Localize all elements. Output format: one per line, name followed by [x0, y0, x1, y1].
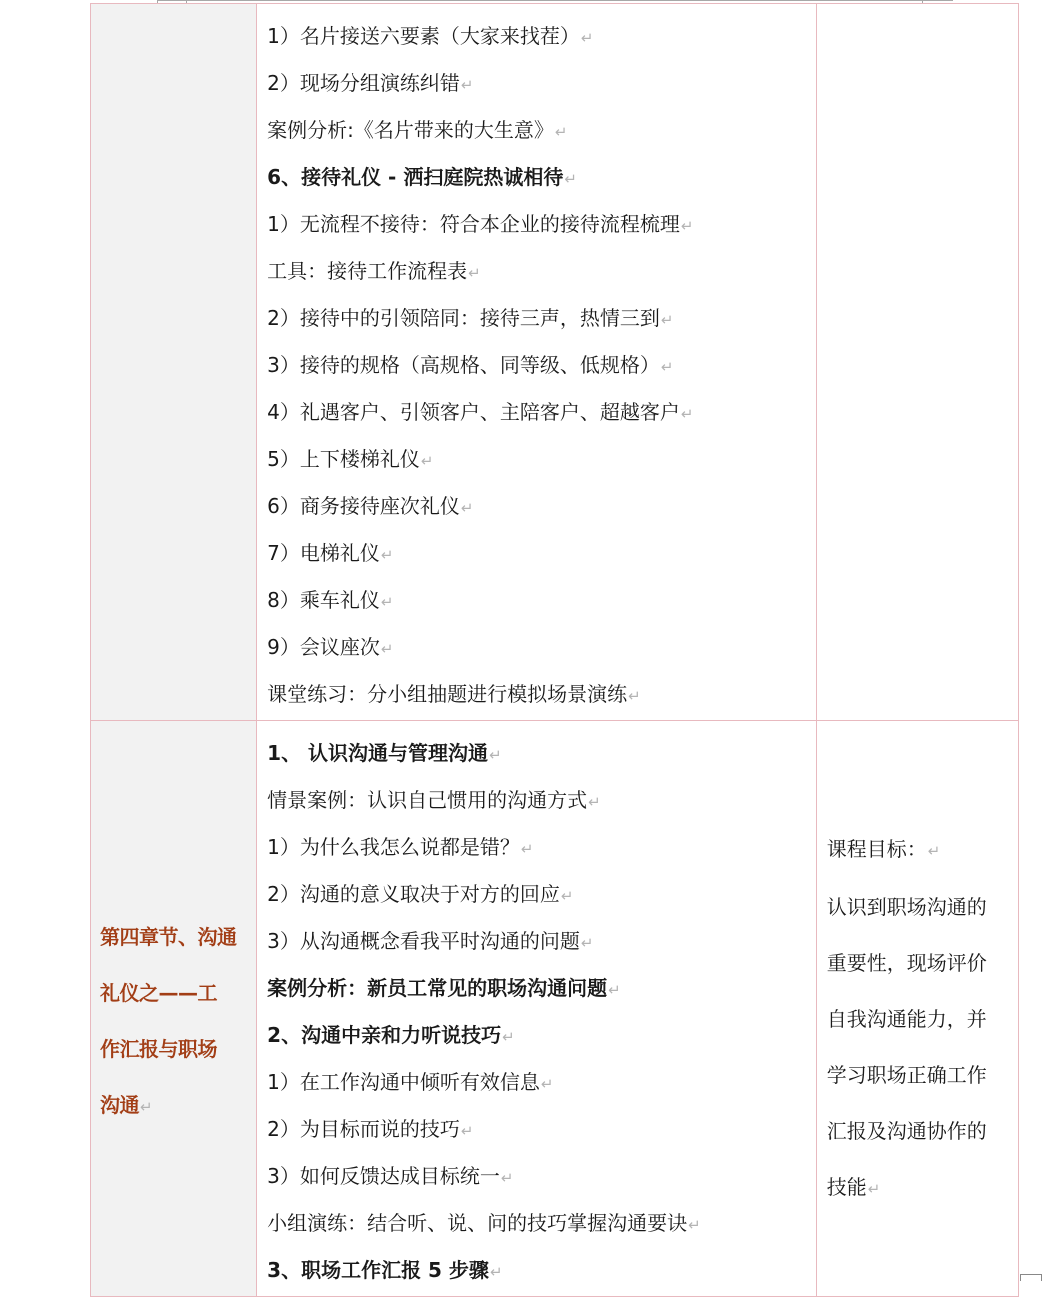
- outline-line-text: 2、沟通中亲和力听说技巧: [267, 1023, 502, 1047]
- outline-line: [267, 1249, 816, 1296]
- content-cell: [257, 4, 817, 721]
- outline-line-text: 3）从沟通概念看我平时沟通的问题: [267, 929, 580, 953]
- goal-line: 自我沟通能力，并: [826, 1007, 987, 1031]
- paragraph-mark-icon: ↵: [680, 405, 694, 423]
- paragraph-mark-icon: ↵: [380, 640, 394, 658]
- paragraph-mark-icon: ↵: [468, 264, 481, 282]
- goal-line: 重要性，现场评价: [826, 951, 987, 975]
- outline-line: [267, 967, 816, 1014]
- outline-line-text: 课堂练习：分小组抽题进行模拟场景演练: [267, 682, 628, 706]
- goal-line: 学习职场正确工作: [826, 1063, 987, 1087]
- outline-line-text: 小组演练：结合听、说、问的技巧掌握沟通要诀: [267, 1211, 688, 1235]
- goal-line: 技能↵: [826, 1175, 881, 1199]
- outline-line-text: 3）如何反馈达成目标统一: [267, 1164, 500, 1188]
- outline-line: [267, 344, 816, 391]
- outline-line-text: 2）为目标而说的技巧: [267, 1117, 460, 1141]
- section-title: [91, 721, 256, 1135]
- page-corner-mark: [1020, 1274, 1042, 1281]
- outline-line: [267, 156, 816, 203]
- outline-line-text: 6）商务接待座次礼仪: [267, 494, 460, 518]
- paragraph-mark-icon: ↵: [688, 1216, 701, 1234]
- section-cell: [91, 4, 257, 721]
- outline-line-text: 1）名片接送六要素（大家来找茬）: [267, 24, 580, 48]
- outline-line: [267, 297, 816, 344]
- paragraph-mark-icon: ↵: [927, 842, 941, 860]
- outline-line: [267, 626, 816, 673]
- paragraph-mark-icon: ↵: [608, 981, 621, 999]
- outline-line-text: 案例分析:《名片带来的大生意》: [267, 118, 554, 142]
- outline-line-text: 2）接待中的引领陪同：接待三声，热情三到: [267, 306, 660, 330]
- paragraph-mark-icon: ↵: [580, 29, 594, 47]
- outline-line: [267, 579, 816, 626]
- paragraph-mark-icon: ↵: [660, 311, 674, 329]
- paragraph-mark-icon: ↵: [460, 1122, 474, 1140]
- paragraph-mark-icon: ↵: [540, 1075, 554, 1093]
- outline-line-text: 4）礼遇客户、引领客户、主陪客户、超越客户: [267, 400, 680, 424]
- outline-line: [267, 250, 816, 297]
- outline-line: [267, 15, 816, 62]
- paragraph-mark-icon: ↵: [680, 217, 694, 235]
- outline-line: [267, 873, 816, 920]
- outline-line-text: 9）会议座次: [267, 635, 380, 659]
- goal-text: [827, 879, 1018, 1217]
- outline-line: [267, 391, 816, 438]
- outline-line-text: 5）上下楼梯礼仪: [267, 447, 420, 471]
- paragraph-mark-icon: ↵: [502, 1028, 515, 1046]
- paragraph-mark-icon: ↵: [588, 793, 601, 811]
- paragraph-mark-icon: ↵: [560, 887, 574, 905]
- outline-line: [267, 826, 816, 873]
- outline-line: [267, 920, 816, 967]
- paragraph-mark-icon: ↵: [628, 687, 641, 705]
- goal-line: 认识到职场沟通的: [826, 895, 987, 919]
- paragraph-mark-icon: ↵: [660, 358, 674, 376]
- outline-line: [267, 1202, 816, 1249]
- table-row: [91, 4, 1019, 721]
- outline-line-text: 2）沟通的意义取决于对方的回应: [267, 882, 560, 906]
- outline-line-text: 8）乘车礼仪: [267, 588, 380, 612]
- outline-line-text: 情景案例：认识自己惯用的沟通方式: [267, 788, 588, 812]
- goal-line: 汇报及沟通协作的: [826, 1119, 987, 1143]
- course-outline-table: [90, 3, 1019, 1297]
- outline-line: [267, 438, 816, 485]
- section-title-line: 作汇报与职场: [100, 1037, 217, 1061]
- paragraph-mark-icon: ↵: [380, 546, 394, 564]
- outline-line: [267, 673, 816, 720]
- section-title-line: 沟通↵: [100, 1093, 153, 1117]
- paragraph-mark-icon: ↵: [489, 746, 502, 764]
- outline-line: [267, 203, 816, 250]
- paragraph-mark-icon: ↵: [500, 1169, 514, 1187]
- content-cell: [257, 721, 817, 1297]
- outline-line-text: 1、 认识沟通与管理沟通: [267, 741, 489, 765]
- outline-line-text: 2）现场分组演练纠错: [267, 71, 460, 95]
- section-title-line: 第四章节、沟通: [100, 925, 237, 949]
- outline-line: [267, 109, 816, 156]
- content-lines: [257, 721, 816, 1296]
- paragraph-mark-icon: ↵: [554, 123, 568, 141]
- outline-line-text: 7）电梯礼仪: [267, 541, 380, 565]
- outline-line: [267, 1108, 816, 1155]
- outline-line: [267, 485, 816, 532]
- goal-cell: [816, 4, 1018, 721]
- paragraph-mark-icon: ↵: [460, 76, 474, 94]
- outline-line-text: 工具：接待工作流程表: [267, 259, 468, 283]
- outline-line-text: 6、接待礼仪 - 洒扫庭院热诚相待: [267, 165, 564, 189]
- paragraph-mark-icon: ↵: [140, 1098, 153, 1116]
- paragraph-mark-icon: ↵: [564, 170, 577, 188]
- paragraph-mark-icon: ↵: [420, 452, 434, 470]
- outline-line: [267, 532, 816, 579]
- outline-line-text: 1）在工作沟通中倾听有效信息: [267, 1070, 540, 1094]
- paragraph-mark-icon: ↵: [460, 499, 474, 517]
- paragraph-mark-icon: ↵: [520, 840, 534, 858]
- section-cell: [91, 721, 257, 1297]
- outline-line-text: 1）无流程不接待：符合本企业的接待流程梳理: [267, 212, 680, 236]
- outline-line: [267, 1061, 816, 1108]
- outline-line-text: 1）为什么我怎么说都是错？: [267, 835, 520, 859]
- outline-line: [267, 1155, 816, 1202]
- outline-line: [267, 1014, 816, 1061]
- goal-cell: [816, 721, 1018, 1297]
- outline-line: [267, 732, 816, 779]
- course-goal: [817, 721, 1018, 1217]
- outline-line: [267, 62, 816, 109]
- table-row: [91, 721, 1019, 1297]
- outline-line-text: 案例分析：新员工常见的职场沟通问题: [267, 976, 608, 1000]
- paragraph-mark-icon: ↵: [380, 593, 394, 611]
- page-top-rule: [157, 0, 953, 1]
- content-lines: [257, 4, 816, 720]
- paragraph-mark-icon: ↵: [867, 1180, 881, 1198]
- outline-line-text: 3、职场工作汇报 5 步骤: [267, 1258, 489, 1282]
- paragraph-mark-icon: ↵: [580, 934, 594, 952]
- outline-line-text: 3）接待的规格（高规格、同等级、低规格）: [267, 353, 660, 377]
- paragraph-mark-icon: ↵: [489, 1263, 503, 1281]
- outline-line: [267, 779, 816, 826]
- goal-label: 课程目标：↵: [826, 837, 941, 861]
- section-title-line: 礼仪之——工: [100, 981, 217, 1005]
